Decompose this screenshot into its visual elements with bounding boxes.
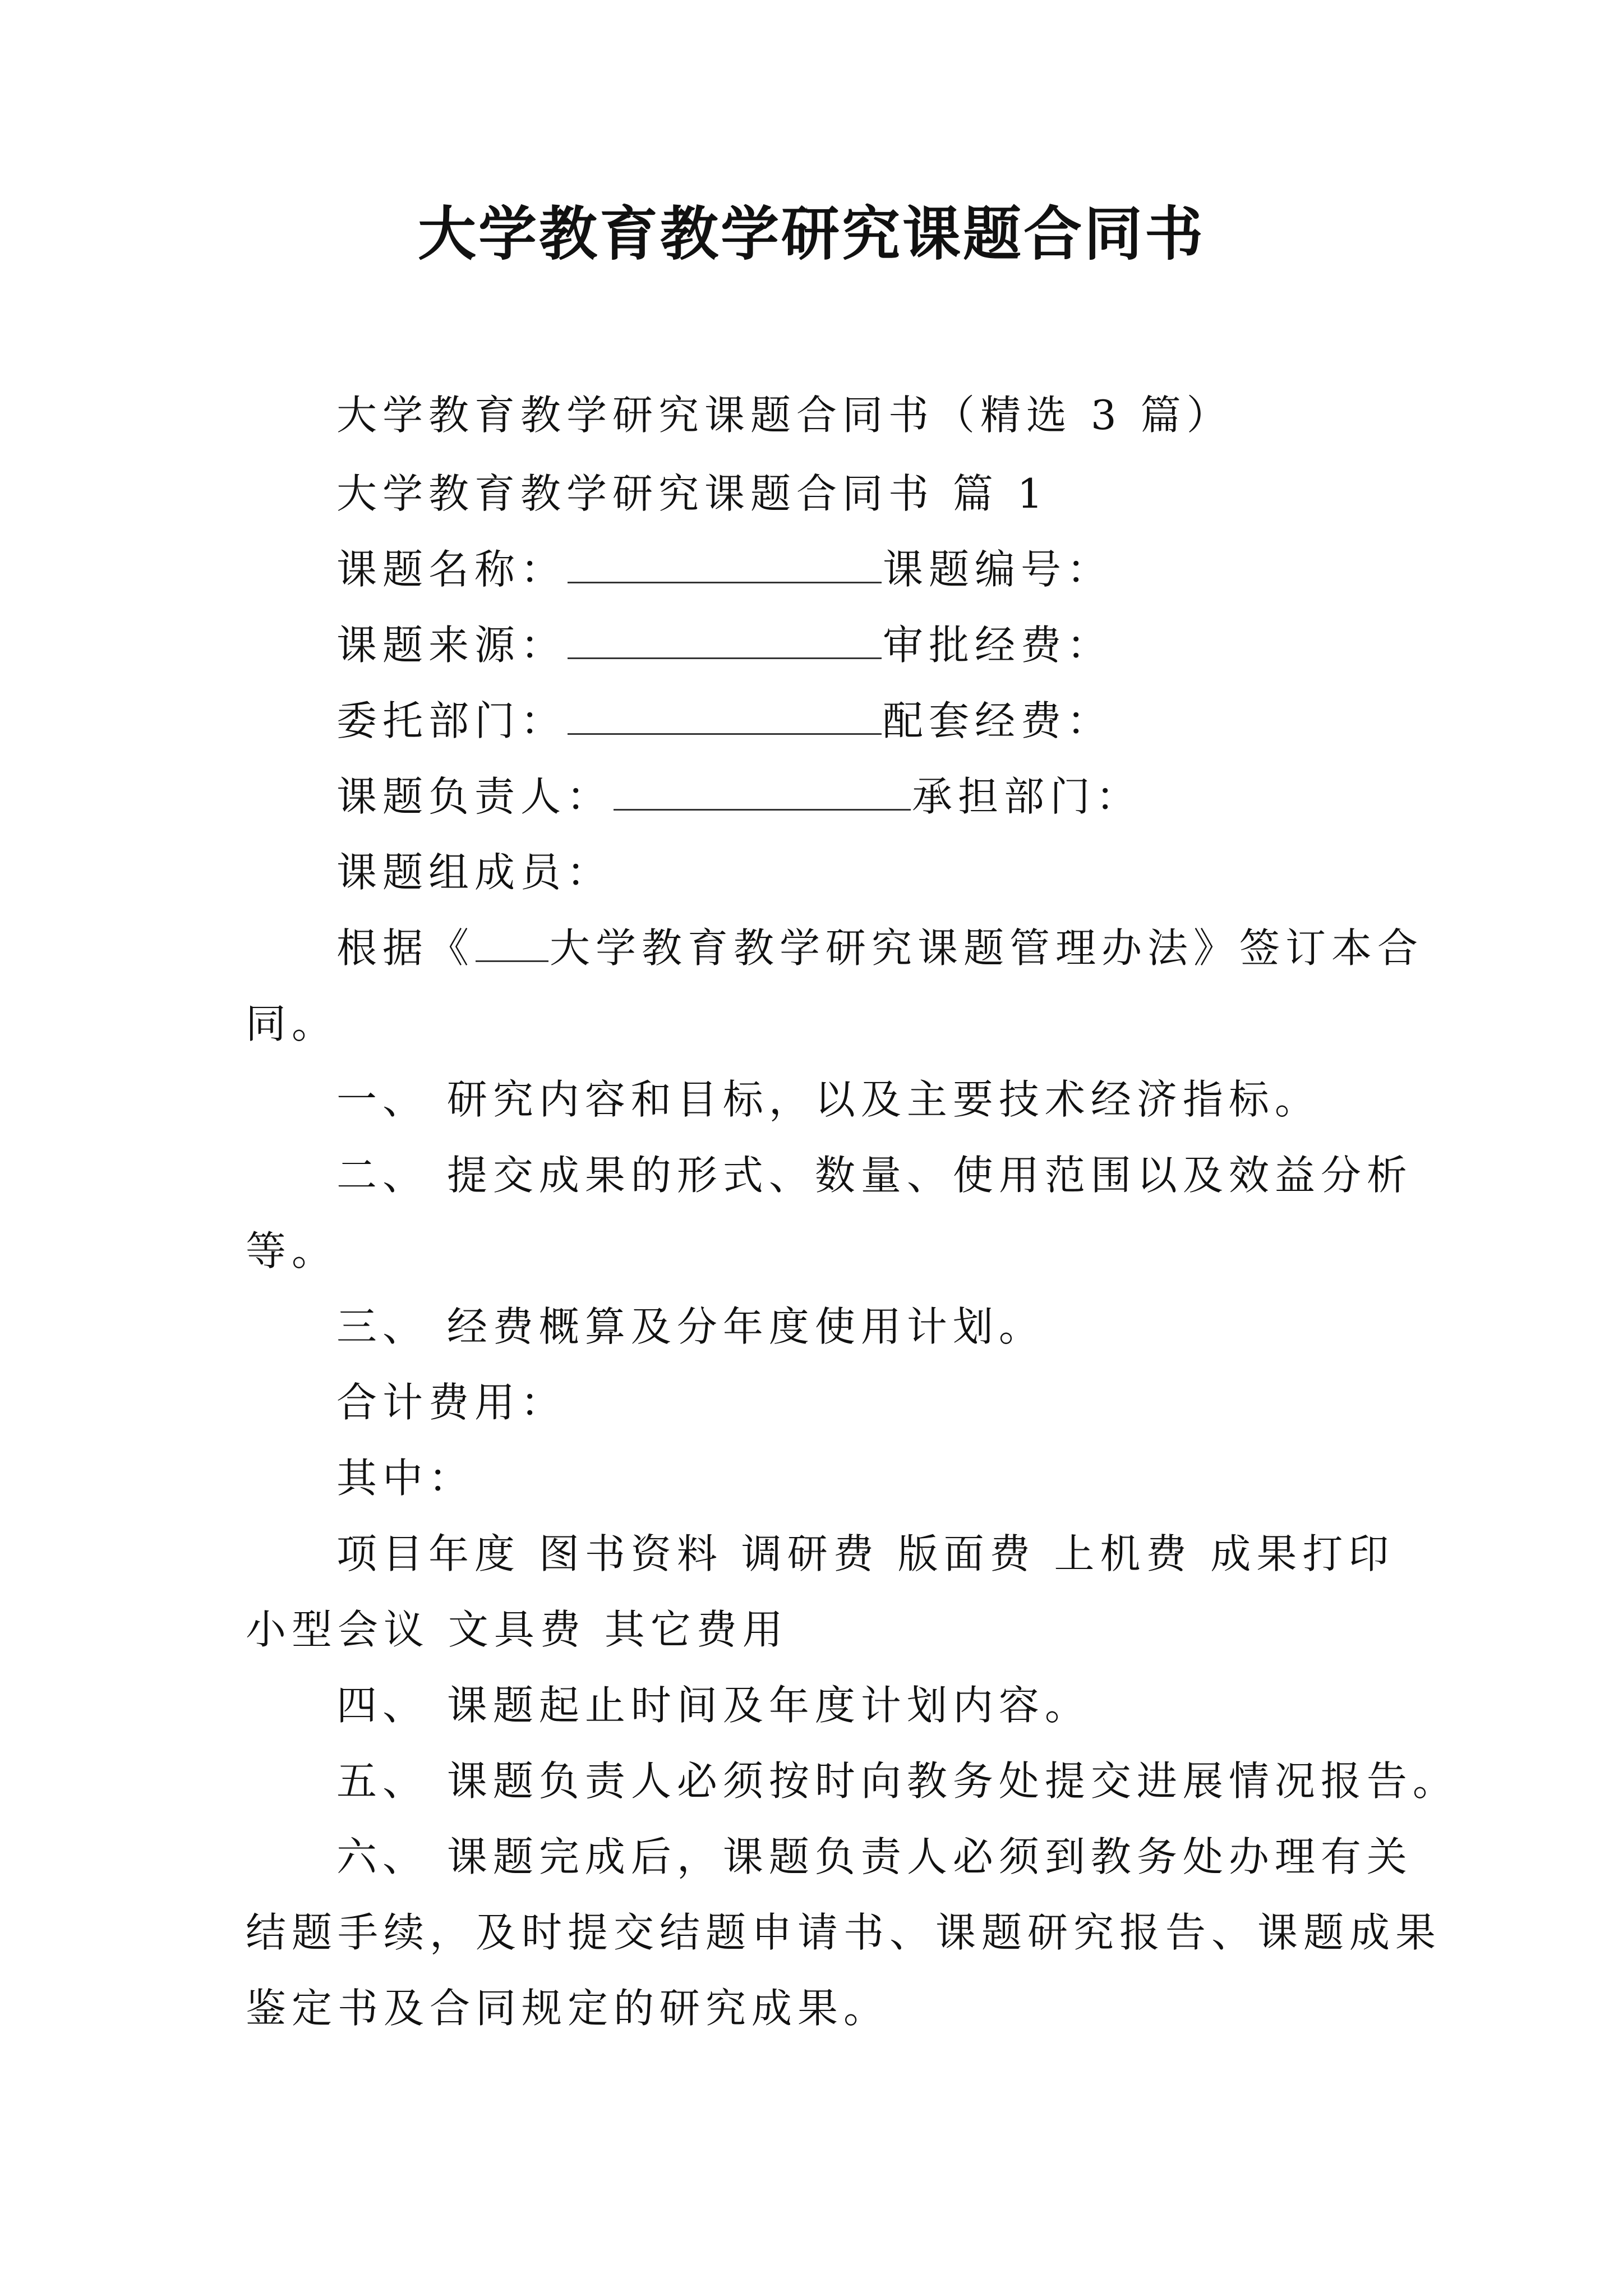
members-label: 课题组成员： [336,849,613,896]
budget-line2: 小型会议 文具费 其它费用 [246,1606,789,1653]
basis-part2: 大学教育教学研究课题管理办法》签订本合 [550,924,1424,972]
total-cost-label: 合计费用： [336,1379,567,1426]
leader-blank [614,769,911,811]
entrusting-dept-label: 委托部门： [336,697,567,744]
section-heading: 大学教育教学研究课题合同书 篇 1 [336,470,1049,517]
field-row-leader-undertaking [336,769,1142,825]
document-subtitle: 大学教育教学研究课题合同书（精选 3 篇） [336,392,1233,439]
field-row-source-funds [336,617,1113,673]
code-label: 课题编号： [883,546,1113,593]
entrusting-dept-blank [568,693,882,735]
basis-blank [476,920,548,962]
among-label: 其中： [336,1455,475,1502]
item-6-line1: 六、 课题完成后，课题负责人必须到教务处办理有关 [336,1833,1413,1880]
field-row-name-code [336,541,1113,597]
item-5: 五、 课题负责人必须按时向教务处提交进展情况报告。 [336,1757,1459,1805]
item-4: 四、 课题起止时间及年度计划内容。 [336,1682,1091,1729]
undertaking-dept-label: 承担部门： [912,773,1142,820]
basis-line1 [336,920,1423,976]
item-3: 三、 经费概算及分年度使用计划。 [336,1303,1045,1350]
name-blank [568,541,882,583]
item-2-line2: 等。 [246,1227,338,1274]
item-1: 一、 研究内容和目标，以及主要技术经济指标。 [336,1076,1321,1123]
approved-funds-label: 审批经费： [883,622,1113,669]
matching-funds-label: 配套经费： [883,697,1113,744]
field-row-dept-matching [336,693,1113,749]
source-blank [568,617,882,659]
basis-line2: 同。 [246,1000,338,1047]
leader-label: 课题负责人： [336,773,613,820]
budget-line1: 项目年度 图书资料 调研费 版面费 上机费 成果打印 [336,1530,1395,1577]
name-label: 课题名称： [336,546,567,593]
item-6-line2: 结题手续，及时提交结题申请书、课题研究报告、课题成果 [246,1909,1442,1956]
item-2-line1: 二、 提交成果的形式、数量、使用范围以及效益分析 [336,1152,1413,1199]
basis-part1: 根据《 [336,924,475,972]
document-title: 大学教育教学研究课题合同书 [417,199,1205,268]
source-label: 课题来源： [336,622,567,669]
item-6-line3: 鉴定书及合同规定的研究成果。 [246,1985,890,2032]
